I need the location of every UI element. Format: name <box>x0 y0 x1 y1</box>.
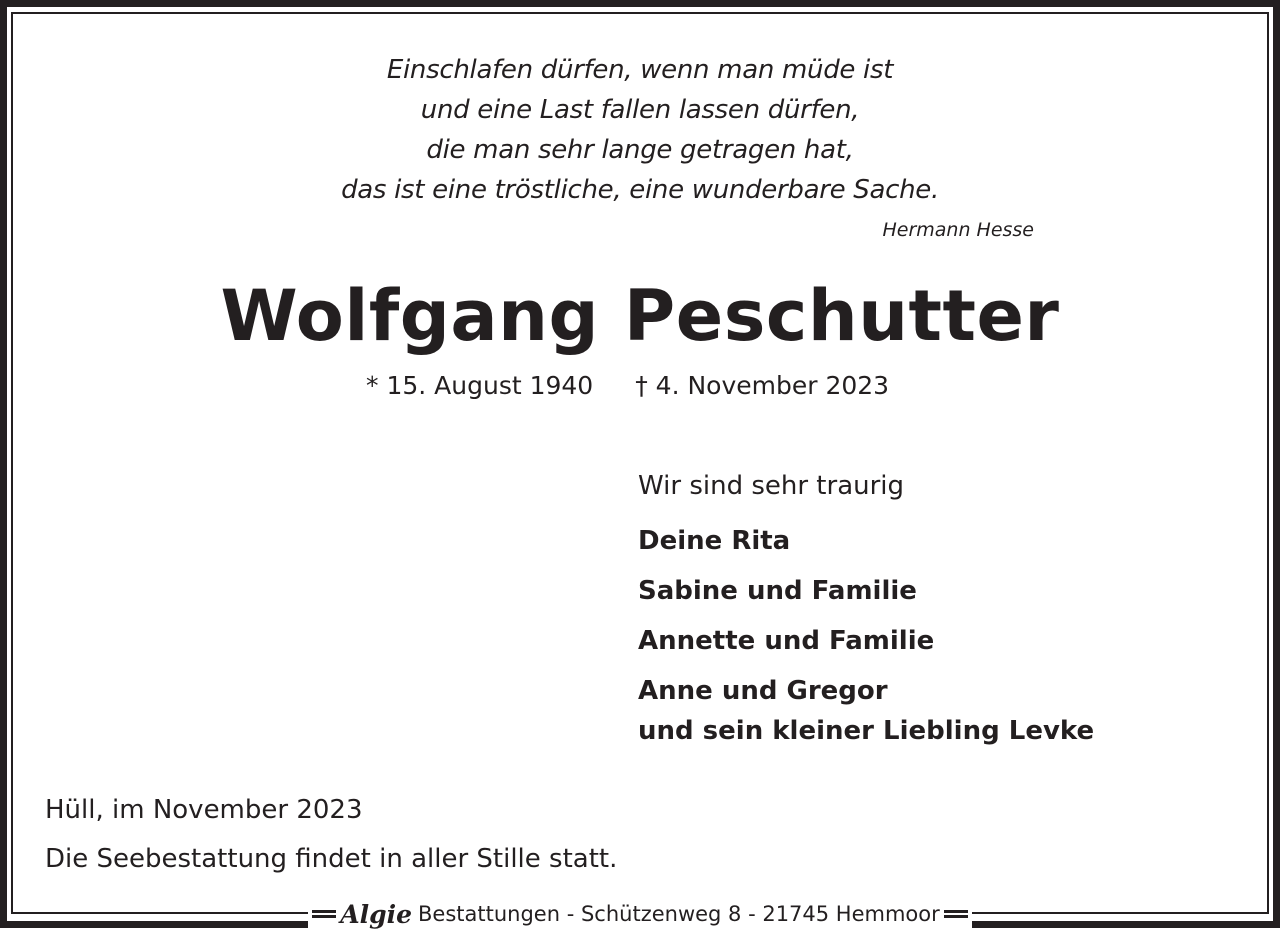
footer-rule-left <box>312 910 336 918</box>
life-dates <box>366 366 889 406</box>
funeral-home-address: Bestattungen - Schützenweg 8 - 21745 Hemmoor <box>418 902 940 926</box>
death-date: † 4. November 2023 <box>635 371 890 400</box>
mourners-list <box>638 521 1094 751</box>
deceased-name: Wolfgang Peschutter <box>220 275 1060 357</box>
mourner: Anne und Gregor <box>638 676 888 706</box>
mourner: und sein kleiner Liebling Levke <box>638 716 1095 746</box>
poem-line: die man sehr lange getragen hat, <box>426 135 854 165</box>
mourner: Annette und Familie <box>638 626 935 656</box>
place-date: Hüll, im November 2023 <box>45 795 363 825</box>
footer <box>0 900 1280 928</box>
footer-strip <box>308 900 972 928</box>
mourner: Sabine und Familie <box>638 576 917 606</box>
poem-line: das ist eine tröstliche, eine wunderbare Sache. <box>341 175 939 205</box>
mourning-intro: Wir sind sehr traurig <box>638 471 905 501</box>
poem <box>0 50 1280 210</box>
burial-note: Die Seebestattung findet in aller Stille statt. <box>45 844 618 874</box>
footer-rule-right <box>944 910 968 918</box>
poem-line: Einschlafen dürfen, wenn man müde ist <box>386 55 894 85</box>
poem-author: Hermann Hesse <box>882 219 1034 241</box>
funeral-home-logo: Algie <box>340 899 413 929</box>
mourner: Deine Rita <box>638 526 791 556</box>
mourner-group <box>638 671 1094 751</box>
poem-line: und eine Last fallen lassen dürfen, <box>420 95 860 125</box>
birth-date: * 15. August 1940 <box>366 371 594 400</box>
